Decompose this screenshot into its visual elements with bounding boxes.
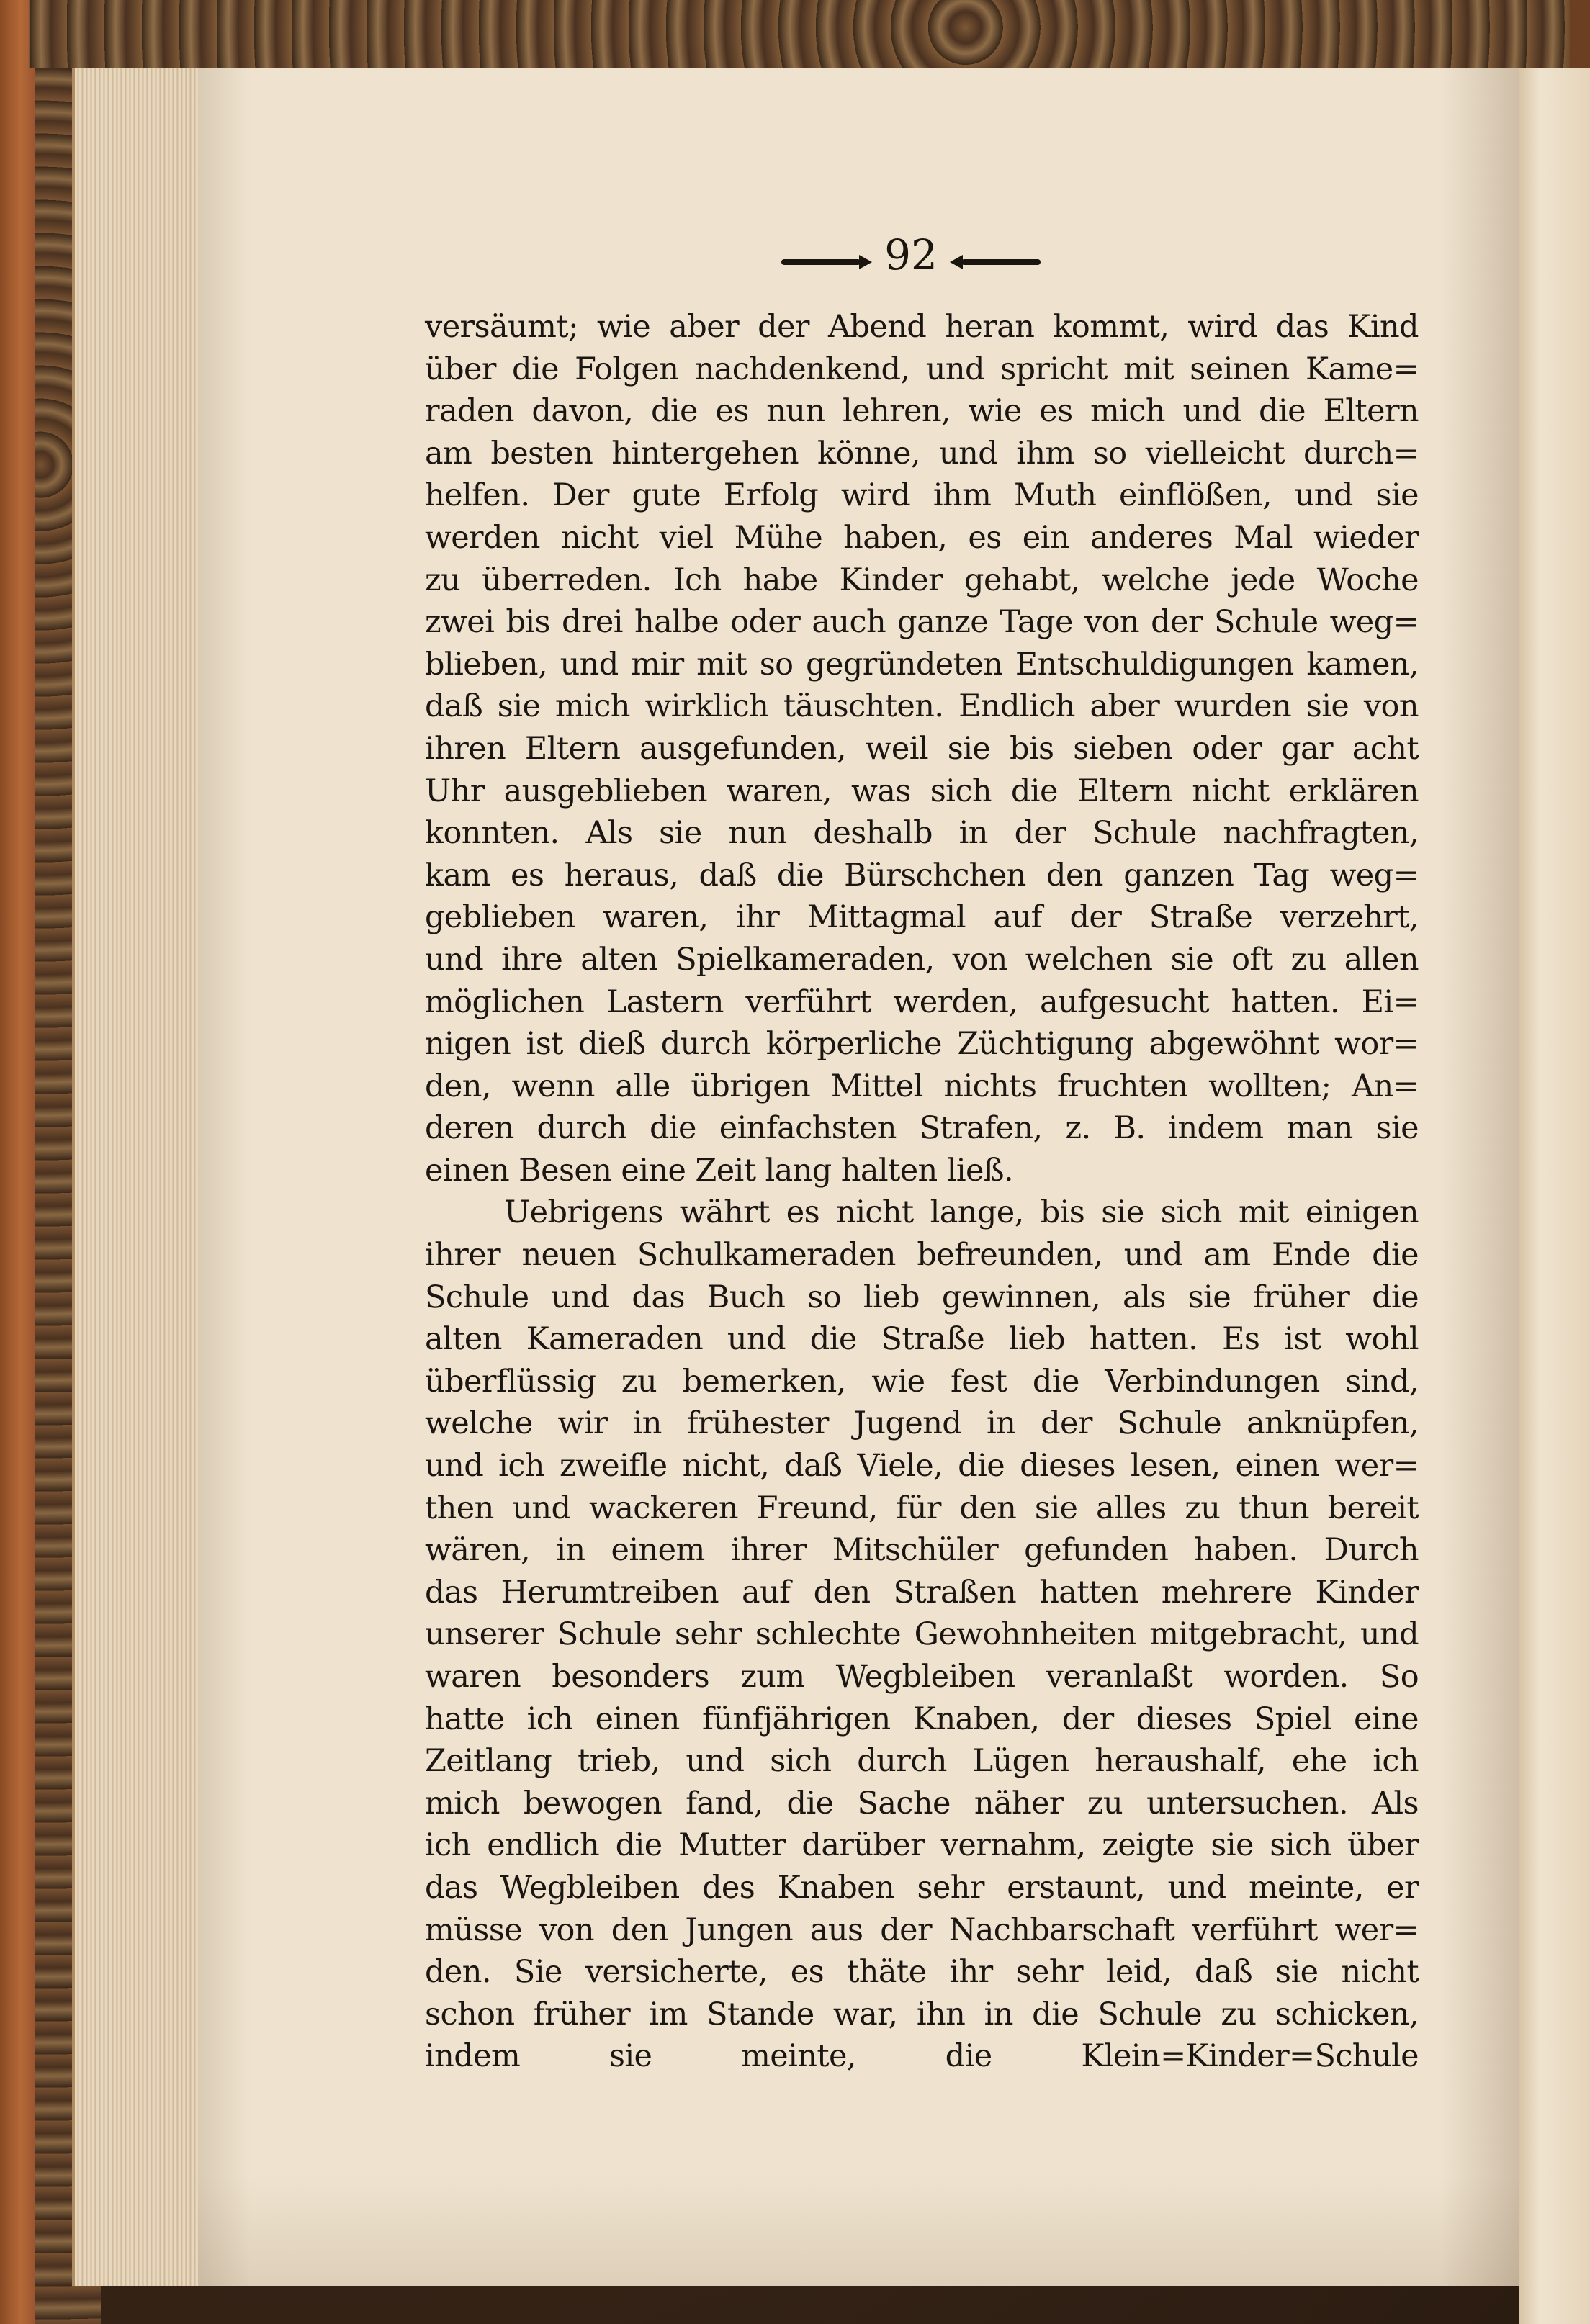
text-line: raden davon, die es nun lehren, wie es mich und die Eltern: [425, 393, 1419, 430]
text-line: ihrer neuen Schulkameraden befreunden, und am Ende die: [425, 1237, 1419, 1274]
text-line: werden nicht viel Mühe haben, es ein anderes Mal wieder: [425, 519, 1419, 556]
text-line: unserer Schule sehr schlechte Gewohnheiten mitgebracht, und: [425, 1616, 1419, 1653]
text-line: hatte ich einen fünfjährigen Knaben, der dieses Spiel eine: [425, 1701, 1419, 1737]
text-line: alten Kameraden und die Straße lieb hatten. Es ist wohl: [425, 1321, 1419, 1358]
text-line: Uhr ausgeblieben waren, was sich die Eltern nicht erklären: [425, 773, 1419, 809]
text-line: deren durch die einfachsten Strafen, z. B. indem man sie: [425, 1110, 1419, 1147]
text-line: einen Besen eine Zeit lang halten ließ.: [425, 1152, 1014, 1189]
text-line: blieben, und mir mit so gegründeten Entschuldigungen kamen,: [425, 646, 1419, 683]
text-line: daß sie mich wirklich täuschten. Endlich aber wurden sie von: [425, 688, 1419, 725]
leather-spine: [0, 0, 35, 2324]
text-line: Schule und das Buch so lieb gewinnen, als sie früher die: [425, 1279, 1419, 1315]
text-line: waren besonders zum Wegbleiben veranlaßt worden. So: [425, 1659, 1419, 1695]
body-text: [425, 306, 1419, 2078]
text-line: nigen ist dieß durch körperliche Züchtigung abgewöhnt wor=: [425, 1026, 1419, 1063]
text-line: kam es heraus, daß die Bürschchen den ganzen Tag weg=: [425, 857, 1419, 893]
header-rule-left: [781, 259, 861, 265]
text-line: konnten. Als sie nun deshalb in der Schule nachfragten,: [425, 815, 1419, 852]
text-line: indem sie meinte, die Klein=Kinder=Schule: [425, 2038, 1419, 2075]
text-line: geblieben waren, ihr Mittagmal auf der Straße verzehrt,: [425, 899, 1419, 936]
facing-page-edge: [1519, 68, 1590, 2324]
text-line: über die Folgen nachdenkend, und spricht mit seinen Kame=: [425, 351, 1419, 387]
text-line: zwei bis drei halbe oder auch ganze Tage von der Schule weg=: [425, 604, 1419, 641]
page-edges: [72, 68, 201, 2286]
text-line: versäumt; wie aber der Abend heran kommt, wird das Kind: [425, 309, 1419, 345]
text-line: zu überreden. Ich habe Kinder gehabt, welche jede Woche: [425, 562, 1419, 598]
text-line: wären, in einem ihrer Mitschüler gefunden haben. Durch: [425, 1532, 1419, 1569]
text-line: müsse von den Jungen aus der Nachbarschaft verführt wer=: [425, 1911, 1419, 1948]
text-line: überflüssig zu bemerken, wie fest die Verbindungen sind,: [425, 1363, 1419, 1400]
text-line: ich endlich die Mutter darüber vernahm, zeigte sie sich über: [425, 1827, 1419, 1864]
text-line: welche wir in frühester Jugend in der Schule anknüpfen,: [425, 1405, 1419, 1442]
text-line: am besten hintergehen könne, und ihm so vielleicht durch=: [425, 435, 1419, 472]
text-line: helfen. Der gute Erfolg wird ihm Muth einflößen, und sie: [425, 477, 1419, 514]
marbled-cover-top: [29, 0, 1590, 68]
text-line: das Herumtreiben auf den Straßen hatten mehrere Kinder: [425, 1574, 1419, 1611]
header-rule-right: [961, 259, 1041, 265]
text-line: den. Sie versicherte, es thäte ihr sehr leid, daß sie nicht: [425, 1954, 1419, 1991]
text-line: ihren Eltern ausgefunden, weil sie bis sieben oder gar acht: [425, 730, 1419, 767]
text-line: möglichen Lastern verführt werden, aufgesucht hatten. Ei=: [425, 983, 1419, 1020]
text-line: und ihre alten Spielkameraden, von welchen sie oft zu allen: [425, 941, 1419, 978]
text-line: schon früher im Stande war, ihn in die Schule zu schicken,: [425, 1996, 1419, 2032]
text-line: Zeitlang trieb, und sich durch Lügen heraushalf, ehe ich: [425, 1743, 1419, 1780]
text-line: und ich zweifle nicht, daß Viele, die dieses lesen, einen wer=: [425, 1448, 1419, 1485]
text-line: das Wegbleiben des Knaben sehr erstaunt, und meinte, er: [425, 1869, 1419, 1906]
text-line: then und wackeren Freund, für den sie alles zu thun bereit: [425, 1490, 1419, 1526]
page-number: 92: [884, 230, 938, 279]
text-line: mich bewogen fand, die Sache näher zu untersuchen. Als: [425, 1785, 1419, 1821]
text-line: Uebrigens währt es nicht lange, bis sie sich mit einigen: [504, 1194, 1419, 1231]
text-line: den, wenn alle übrigen Mittel nichts fruchten wollten; An=: [425, 1068, 1419, 1104]
page-header: [781, 230, 1055, 288]
